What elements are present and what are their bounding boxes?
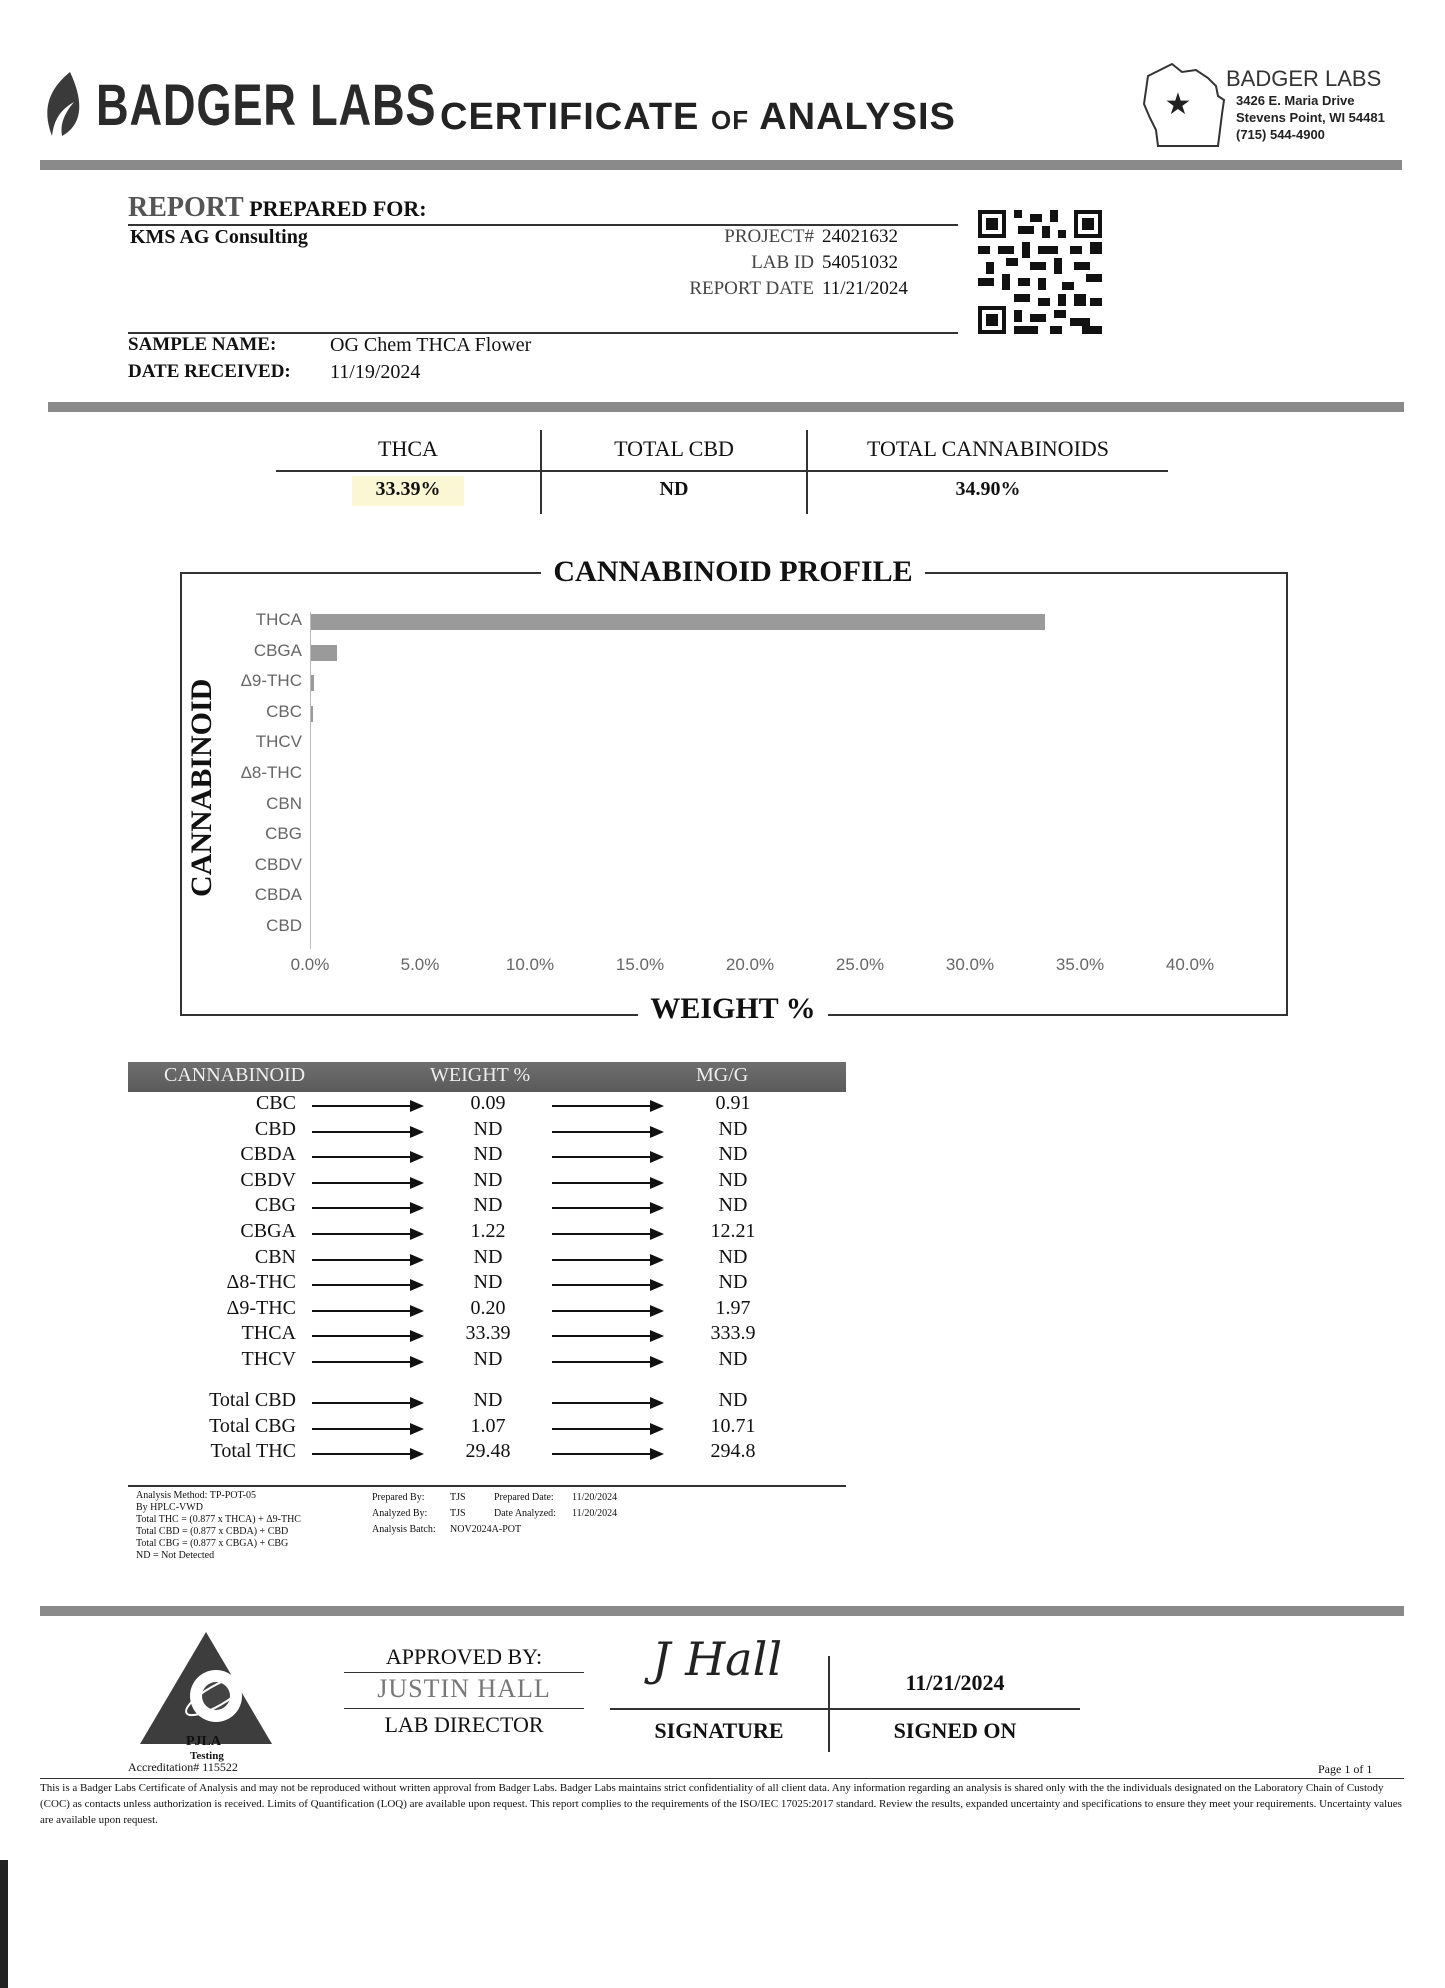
lab-address-line1: 3426 E. Maria Drive	[1236, 93, 1355, 108]
row-mgg: 12.21	[710, 1220, 756, 1242]
chart-x-tick: 15.0%	[615, 954, 665, 974]
lab-phone: (715) 544-4900	[1236, 127, 1325, 142]
title-word-analysis: ANALYSIS	[759, 96, 956, 138]
chart-category-label: CBGA	[253, 640, 302, 660]
lab-address	[1236, 92, 1385, 143]
badger-leaf-icon	[40, 70, 90, 140]
report-prepared-for	[128, 192, 427, 224]
chart-category-label: CBN	[266, 793, 302, 813]
project-value: 24021632	[822, 226, 898, 247]
prepared-by: TJS	[450, 1492, 466, 1503]
chart-x-tick: 40.0%	[1165, 954, 1215, 974]
pjla-sub: Testing	[190, 1750, 224, 1762]
signed-on-label: SIGNED ON	[893, 1718, 1017, 1743]
row-mgg: ND	[718, 1143, 748, 1166]
approved-rule-1	[344, 1672, 584, 1673]
row-arrow	[552, 1105, 662, 1107]
method-line: By HPLC-VWD	[136, 1502, 203, 1513]
row-weight: 33.39	[465, 1322, 511, 1345]
lab-id-label: LAB ID	[751, 252, 814, 273]
row-weight: 0.20	[470, 1296, 506, 1319]
row-weight: 29.48	[465, 1440, 511, 1463]
batch-label: Analysis Batch:	[372, 1524, 436, 1535]
row-cannabinoid: CBGA	[240, 1220, 296, 1242]
title-word-certificate: CERTIFICATE	[440, 96, 700, 138]
wisconsin-map-icon	[1138, 56, 1234, 152]
results-table-body	[128, 1092, 846, 1492]
logo-text: BADGER LABS	[96, 72, 437, 138]
summary-header-total-cannabinoids: TOTAL CANNABINOIDS	[866, 436, 1110, 461]
approver-name: JUSTIN HALL	[377, 1674, 551, 1703]
qr-code	[978, 210, 1102, 334]
row-arrow	[312, 1156, 422, 1158]
row-weight: 0.09	[470, 1092, 506, 1114]
row-arrow	[312, 1207, 422, 1209]
row-arrow	[312, 1284, 422, 1286]
sample-name-label: SAMPLE NAME:	[128, 334, 277, 355]
col-header-mgg: MG/G	[696, 1064, 749, 1086]
prepared-by-label: Prepared By:	[372, 1492, 425, 1503]
row-cannabinoid: Δ9-THC	[226, 1296, 296, 1319]
batch: NOV2024A-POT	[450, 1524, 522, 1535]
date-analyzed: 11/20/2024	[572, 1508, 618, 1519]
lab-id-value: 54051032	[822, 252, 898, 273]
chart-x-tick: 35.0%	[1055, 954, 1105, 974]
signed-on-value: 11/21/2024	[905, 1670, 1005, 1695]
chart-x-tick: 0.0%	[290, 954, 330, 974]
chart-category-label: THCV	[255, 732, 302, 752]
results-bottom-rule	[128, 1485, 846, 1487]
row-arrow	[552, 1310, 662, 1312]
row-weight: ND	[473, 1348, 503, 1370]
chart-category-label: CBC	[266, 701, 302, 721]
report-title-rest: PREPARED FOR:	[249, 196, 427, 221]
row-arrow	[312, 1131, 422, 1133]
row-arrow	[552, 1361, 662, 1363]
row-mgg: 0.91	[715, 1092, 751, 1114]
row-cannabinoid: CBDV	[240, 1168, 296, 1191]
report-date-label: REPORT DATE	[689, 278, 814, 299]
lab-address-line2: Stevens Point, WI 54481	[1236, 110, 1385, 125]
row-arrow	[552, 1156, 662, 1158]
prepared-date: 11/20/2024	[572, 1492, 618, 1503]
results-table-header	[128, 1062, 846, 1092]
row-mgg: 1.97	[715, 1296, 751, 1319]
page-number: Page 1 of 1	[1318, 1762, 1373, 1776]
row-weight: ND	[473, 1168, 503, 1191]
row-cannabinoid: CBDA	[240, 1143, 296, 1166]
summary-value-thca: 33.39%	[375, 478, 441, 500]
approval-divider	[40, 1606, 1404, 1616]
row-mgg: ND	[718, 1194, 748, 1217]
row-arrow	[312, 1259, 422, 1261]
row-weight: ND	[473, 1143, 503, 1166]
pjla-label: PJLA	[186, 1734, 221, 1749]
row-mgg: ND	[718, 1388, 748, 1411]
row-arrow	[312, 1105, 422, 1107]
header-divider	[40, 160, 1402, 170]
row-cannabinoid: Δ8-THC	[226, 1271, 296, 1294]
row-cannabinoid: THCA	[241, 1322, 296, 1345]
project-label: PROJECT#	[724, 226, 814, 247]
row-cannabinoid: Total THC	[210, 1440, 296, 1463]
title-word-of: OF	[710, 105, 750, 135]
chart-ylabel: CANNABINOID	[185, 685, 219, 909]
row-arrow	[312, 1182, 422, 1184]
svg-text:★: ★	[1164, 88, 1192, 121]
row-arrow	[552, 1335, 662, 1337]
approver-title: LAB DIRECTOR	[384, 1712, 544, 1737]
chart-area	[200, 600, 1260, 980]
row-cannabinoid: CBC	[255, 1092, 296, 1114]
summary-value-total-cannabinoids: 34.90%	[955, 478, 1021, 500]
chart-category-label: THCA	[255, 610, 302, 629]
summary-rule	[276, 470, 1168, 472]
chart-x-tick: 25.0%	[835, 954, 885, 974]
row-mgg: ND	[718, 1271, 748, 1294]
report-divider	[48, 402, 1404, 412]
summary-panel	[276, 430, 1168, 514]
row-arrow	[552, 1453, 662, 1455]
row-arrow	[552, 1402, 662, 1404]
chart-xlabel: WEIGHT %	[638, 992, 827, 1025]
row-arrow	[552, 1428, 662, 1430]
method-line: Analysis Method: TP-POT-05	[136, 1490, 257, 1501]
row-cannabinoid: CBD	[254, 1117, 296, 1140]
report-date-value: 11/21/2024	[822, 278, 908, 299]
method-line: Total CBG = (0.877 x CBGA) + CBG	[136, 1538, 289, 1549]
chart-category-label: CBD	[266, 916, 302, 935]
date-analyzed-label: Date Analyzed:	[494, 1508, 556, 1519]
row-weight: ND	[473, 1245, 503, 1268]
row-arrow	[552, 1182, 662, 1184]
row-mgg: ND	[718, 1245, 748, 1268]
disclaimer: This is a Badger Labs Certificate of Analysis and may not be reproduced without written approval from Badger Labs. Badger Labs maintains strict confidentiality of all client data. Any information regarding an analysis is shared only with the the individuals designated on the Laboratory Chain of Custody (COC) as contacts unless authorization is received. Limits of Quantification (LOQ) are available upon request. This report complies to the requirements of the ISO/IEC 17025:2017 standard. Review the results, expanded uncertainty and specifications to ensure they meet your requirements. Uncertainty values are available upon request.	[40, 1782, 1402, 1826]
summary-value-total-cbd: ND	[659, 478, 689, 500]
row-arrow	[312, 1428, 422, 1430]
client-name: KMS AG Consulting	[130, 226, 308, 248]
chart-x-tick: 5.0%	[400, 954, 440, 974]
row-arrow	[312, 1402, 422, 1404]
chart-x-tick: 10.0%	[505, 954, 555, 974]
chart-xlabel-wrap	[180, 992, 1286, 1026]
summary-header-total-cbd: TOTAL CBD	[614, 436, 734, 461]
accreditation: Accreditation# 115522	[128, 1760, 238, 1774]
date-received-label: DATE RECEIVED:	[128, 361, 291, 382]
method-line: Total CBD = (0.877 x CBDA) + CBD	[136, 1526, 289, 1537]
row-mgg: ND	[718, 1348, 748, 1370]
signature-rule	[610, 1708, 1080, 1710]
analyzed-by: TJS	[450, 1508, 466, 1519]
chart-x-tick: 30.0%	[945, 954, 995, 974]
row-weight: ND	[473, 1194, 503, 1217]
row-arrow	[312, 1335, 422, 1337]
row-arrow	[552, 1259, 662, 1261]
row-weight: ND	[473, 1117, 503, 1140]
chart-category-label: Δ9-THC	[240, 671, 302, 691]
chart-bar	[310, 614, 1045, 630]
summary-header-thca: THCA	[378, 436, 438, 461]
method-line: ND = Not Detected	[136, 1550, 215, 1561]
report-title-big: REPORT	[128, 192, 244, 223]
row-cannabinoid: Total CBD	[209, 1388, 296, 1411]
signature-label: SIGNATURE	[654, 1718, 784, 1743]
row-arrow	[312, 1233, 422, 1235]
chart-y-axis	[310, 612, 311, 949]
chart-category-label: Δ8-THC	[240, 763, 302, 782]
analyzed-by-label: Analyzed By:	[372, 1508, 428, 1519]
method-notes	[136, 1490, 356, 1562]
analyst-info	[372, 1490, 692, 1538]
chart-category-label: CBDA	[254, 885, 302, 905]
row-weight: 1.07	[470, 1414, 506, 1437]
lab-name: BADGER LABS	[1226, 66, 1382, 91]
page-title	[440, 96, 956, 139]
row-arrow	[312, 1361, 422, 1363]
scan-edge	[0, 1860, 8, 1988]
chart-category-label: CBG	[265, 824, 302, 844]
row-arrow	[552, 1207, 662, 1209]
approved-by-label: APPROVED BY:	[385, 1644, 543, 1669]
date-received-value: 11/19/2024	[330, 361, 421, 383]
prepared-date-label: Prepared Date:	[494, 1492, 554, 1503]
signature-divider	[828, 1656, 830, 1752]
row-weight: ND	[473, 1388, 503, 1411]
row-arrow	[312, 1453, 422, 1455]
row-cannabinoid: Total CBG	[209, 1414, 296, 1437]
row-cannabinoid: CBN	[254, 1245, 296, 1268]
sample-name-value: OG Chem THCA Flower	[330, 334, 532, 356]
footer-rule	[40, 1778, 1404, 1779]
row-arrow	[312, 1310, 422, 1312]
col-header-cannabinoid: CANNABINOID	[164, 1064, 306, 1086]
approved-rule-2	[344, 1708, 584, 1709]
row-mgg: ND	[718, 1117, 748, 1140]
pjla-logo-icon	[136, 1628, 276, 1748]
method-line: Total THC = (0.877 x THCA) + Δ9-THC	[136, 1514, 301, 1525]
row-mgg: 10.71	[710, 1414, 756, 1437]
signature-script: J Hall	[652, 1632, 783, 1686]
chart-title: CANNABINOID PROFILE	[541, 555, 924, 588]
row-cannabinoid: CBG	[254, 1194, 296, 1217]
row-cannabinoid: THCV	[241, 1348, 296, 1370]
chart-title-wrap	[180, 555, 1286, 589]
row-arrow	[552, 1131, 662, 1133]
row-weight: ND	[473, 1271, 503, 1294]
row-mgg: ND	[718, 1168, 748, 1191]
chart-x-tick: 20.0%	[725, 954, 775, 974]
col-header-weight: WEIGHT %	[430, 1064, 531, 1086]
chart-bar	[310, 645, 337, 661]
chart-category-label: CBDV	[254, 854, 302, 874]
row-arrow	[552, 1233, 662, 1235]
row-arrow	[552, 1284, 662, 1286]
row-mgg: 333.9	[710, 1322, 756, 1345]
row-weight: 1.22	[470, 1220, 506, 1242]
report-ids	[620, 224, 940, 302]
row-mgg: 294.8	[710, 1440, 756, 1463]
